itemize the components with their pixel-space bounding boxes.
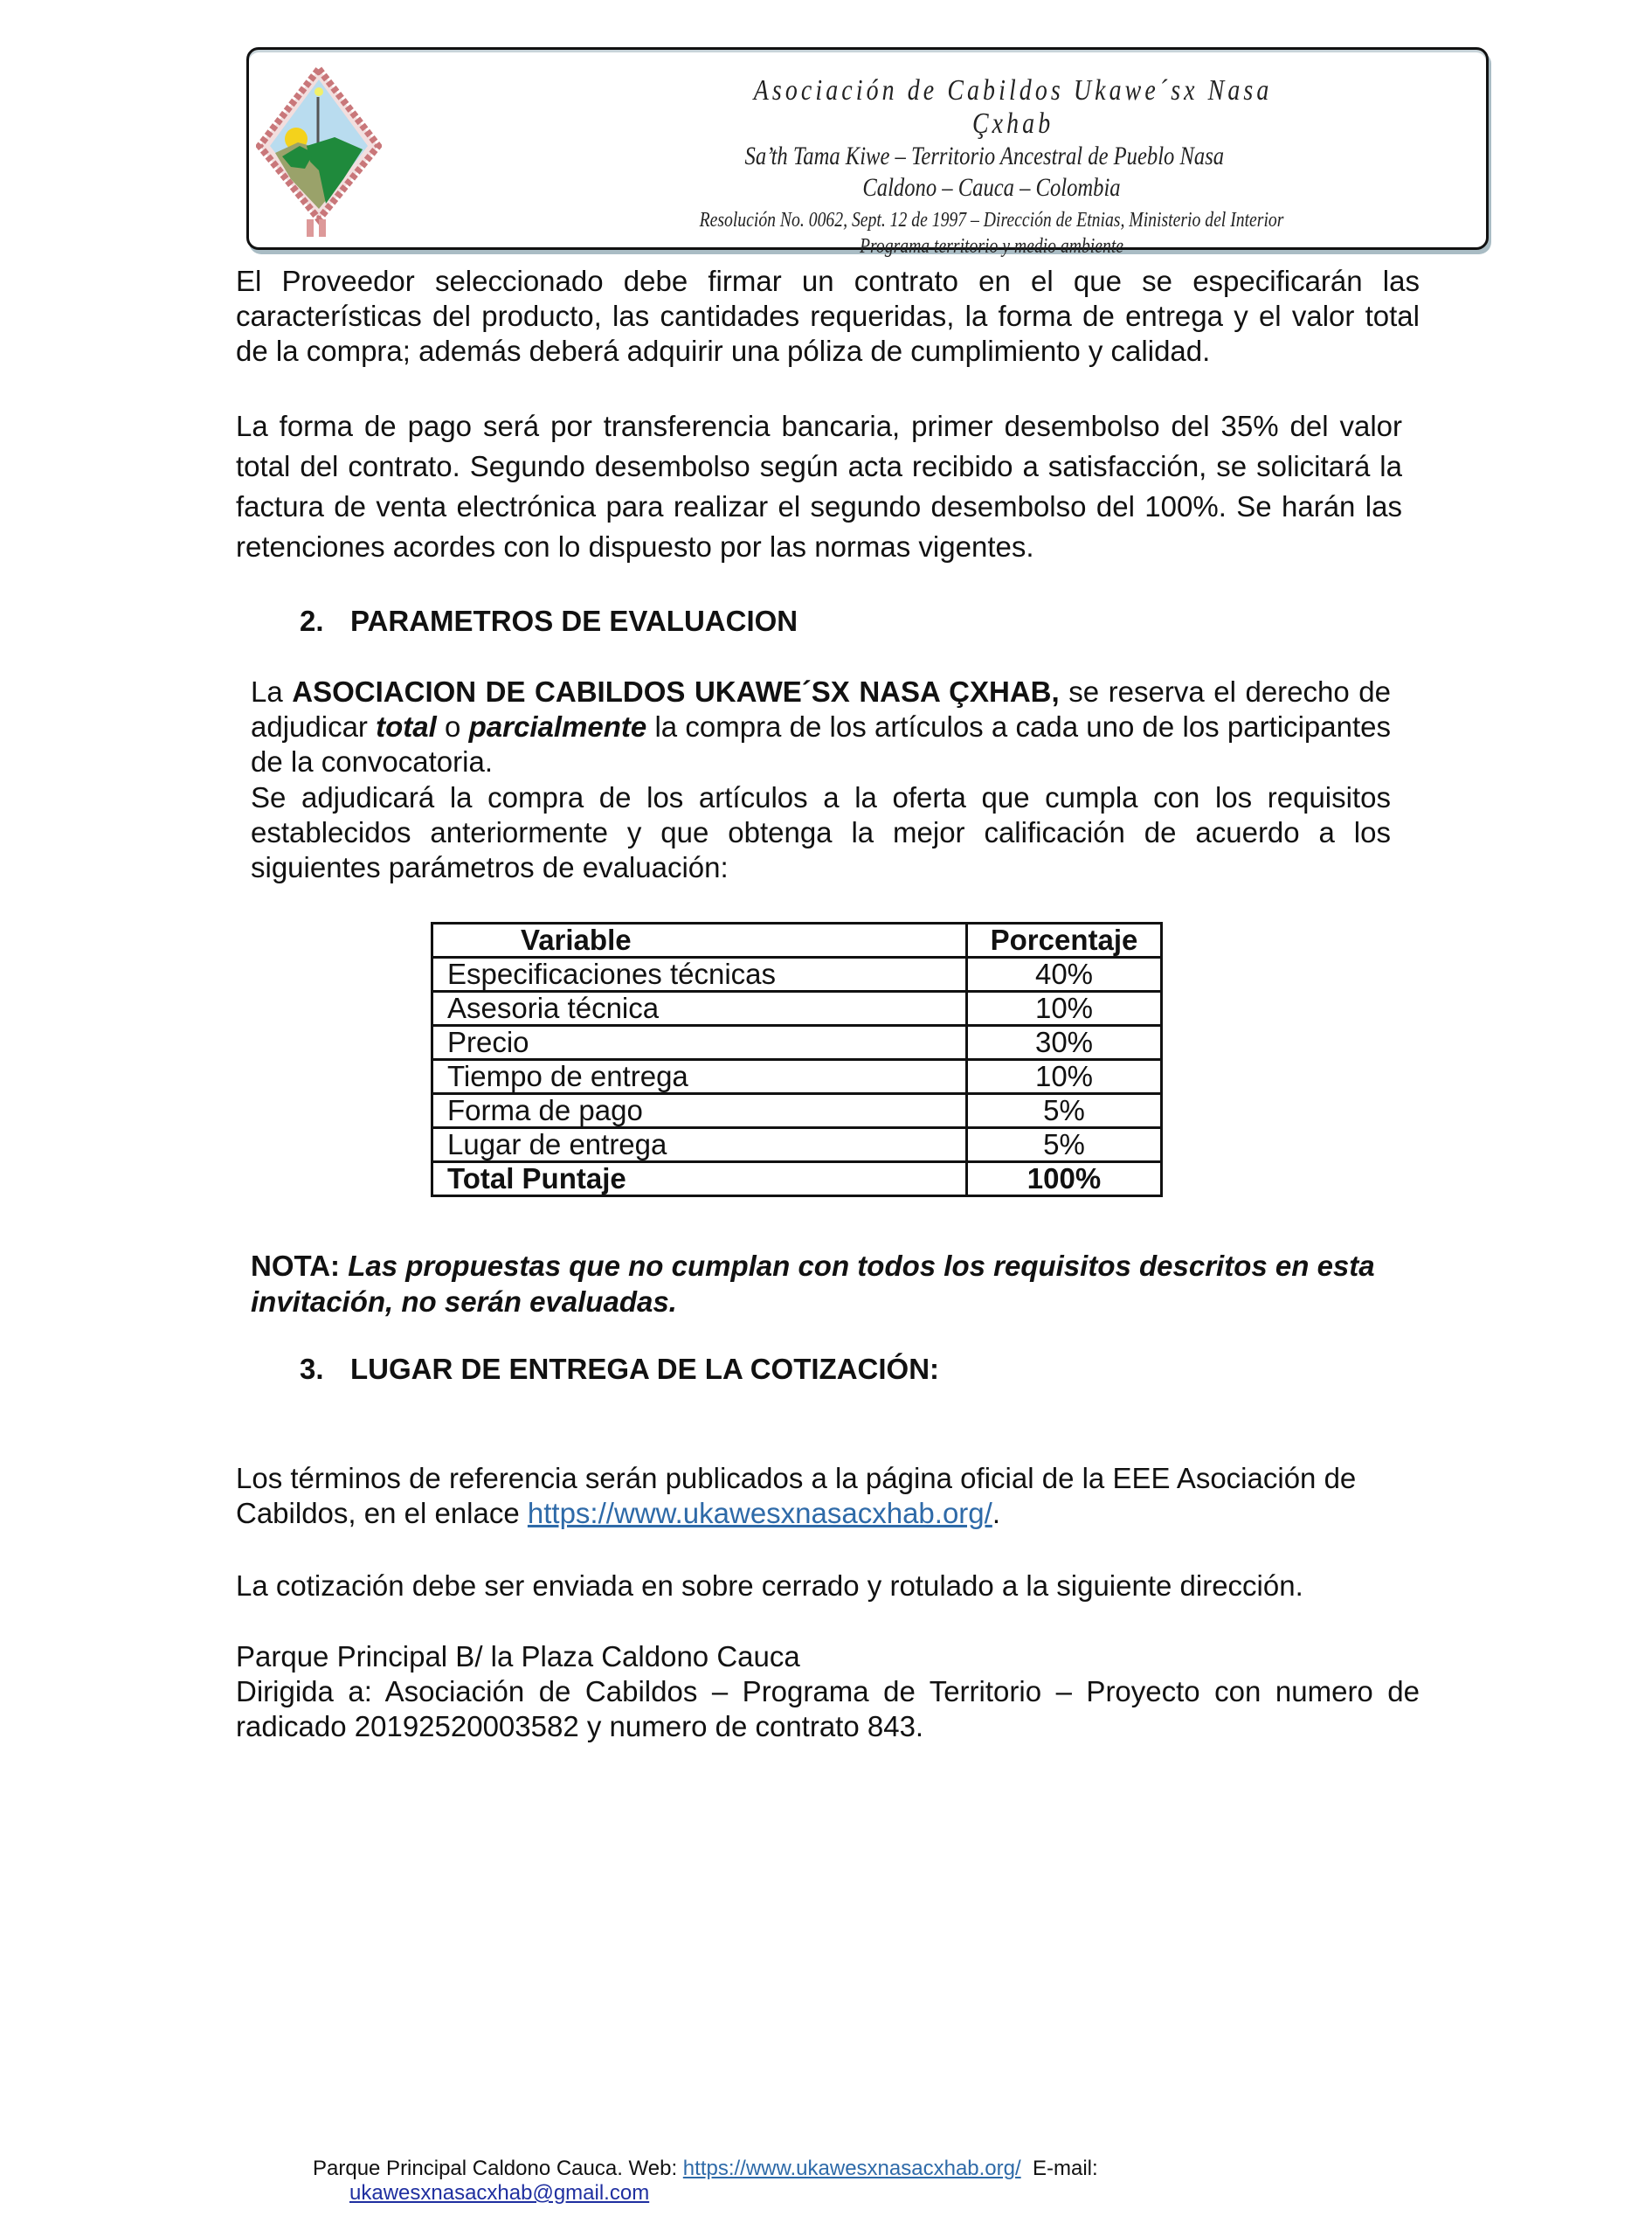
table-cell-percentage: 40% [967, 958, 1162, 992]
table-cell-percentage: 30% [967, 1026, 1162, 1060]
table-cell-variable: Especificaciones técnicas [432, 958, 967, 992]
table-row [432, 1094, 1162, 1128]
publication-text: Los términos de referencia serán publicados a la página oficial de la EEE Asociación de Cabildos, en el enlace [236, 1462, 1357, 1529]
table-header-row [432, 924, 1162, 958]
evaluation-criteria-paragraph: Se adjudicará la compra de los artículos a la oferta que cumpla con los requisitos establecidos anteriormente y que obtenga la mejor calificación de acuerdo a los siguientes parámetros de evaluación: [251, 781, 1391, 883]
section-2-title: PARAMETROS DE EVALUACION [350, 605, 798, 637]
table-cell-variable: Tiempo de entrega [432, 1060, 967, 1094]
table-cell-percentage: 5% [967, 1094, 1162, 1128]
note-text: Las propuestas que no cumplan con todos los requisitos descritos en esta invitación, no serán evaluadas. [251, 1250, 1375, 1318]
section-3-title: LUGAR DE ENTREGA DE LA COTIZACIÓN: [350, 1353, 940, 1385]
section-2-heading [300, 605, 798, 638]
table-row [432, 1128, 1162, 1162]
footer-web-link[interactable]: https://www.ukawesxnasacxhab.org/ [682, 2157, 1021, 2180]
address-line-2: Dirigida a: Asociación de Cabildos – Programa de Territorio – Proyecto con numero de radicado 20192520003582 y numero de contrato 843. [236, 1675, 1420, 1742]
intro-or: o [436, 710, 469, 743]
publication-paragraph [236, 1461, 1393, 1531]
publication-end: . [992, 1497, 1000, 1529]
evaluation-table [431, 922, 1163, 1197]
table-total-value: 100% [967, 1162, 1162, 1196]
org-program: Programa territorio y medio ambiente [859, 235, 1124, 258]
table-row [432, 958, 1162, 992]
table-cell-variable: Precio [432, 1026, 967, 1060]
table-row [432, 1060, 1162, 1094]
section-3-number: 3. [300, 1353, 324, 1385]
table-cell-variable: Forma de pago [432, 1094, 967, 1128]
evaluation-intro [251, 675, 1391, 779]
contract-paragraph: El Proveedor seleccionado debe firmar un contrato en el que se especificarán las características del producto, las cantidades requeridas, la forma de entrega y el valor total de la compra; además deberá adquirir una póliza de cumplimiento y calidad. [236, 265, 1420, 367]
intro-org-name: ASOCIACION DE CABILDOS UKAWE´SX NASA ÇXHAB, [292, 675, 1060, 708]
note [251, 1248, 1404, 1319]
nasa-cxhab-logo-icon [256, 66, 382, 240]
footer-email-link[interactable]: ukawesxnasacxhab@gmail.com [349, 2181, 650, 2205]
table-row [432, 992, 1162, 1026]
payment-paragraph: La forma de pago será por transferencia bancaria, primer desembolso del 35% del valor total del contrato. Segundo desembolso según acta recibido a satisfacción, se solicitará la factura de venta electrónica para realizar el segundo desembolso del 100%. Se harán las retenciones acordes con lo dispuesto por las normas vigentes. [236, 410, 1402, 563]
letterhead [246, 47, 1489, 258]
org-territory: Sa’th Tama Kiwe – Territorio Ancestral de Pueblo Nasa [744, 142, 1225, 170]
table-total-row [432, 1162, 1162, 1196]
table-header-percentage: Porcentaje [967, 924, 1162, 958]
intro-total: total [376, 710, 437, 743]
org-resolution: Resolución No. 0062, Sept. 12 de 1997 – Dirección de Etnias, Ministerio del Interior [699, 209, 1284, 232]
intro-partial: parcialmente [468, 710, 647, 743]
org-location: Caldono – Cauca – Colombia [862, 173, 1121, 202]
table-cell-percentage: 10% [967, 992, 1162, 1026]
table-row [432, 1026, 1162, 1060]
footer-address: Parque Principal Caldono Cauca. Web: [313, 2157, 683, 2180]
address-line-1: Parque Principal B/ la Plaza Caldono Cauca [236, 1640, 800, 1673]
page-footer [313, 2157, 1098, 2206]
org-name: Asociación de Cabildos Ukawe´sx Nasa Çxhab [753, 74, 1273, 140]
table-cell-percentage: 5% [967, 1128, 1162, 1162]
letterhead-text [669, 74, 1314, 260]
table-cell-variable: Lugar de entrega [432, 1128, 967, 1162]
table-total-label: Total Puntaje [432, 1162, 967, 1196]
intro-prefix: La [251, 675, 293, 708]
table-cell-percentage: 10% [967, 1060, 1162, 1094]
intro-suffix: la compra de los artículos a cada uno de los participantes de la convocatoria. [251, 710, 1392, 778]
website-link[interactable]: https://www.ukawesxnasacxhab.org/ [527, 1497, 992, 1529]
intro-mid: se reserva el derecho de adjudicar [251, 675, 1391, 743]
note-label: NOTA: [251, 1250, 341, 1282]
delivery-instructions: La cotización debe ser enviada en sobre cerrado y rotulado a la siguiente dirección. [236, 1569, 1303, 1602]
section-3-heading [300, 1353, 939, 1386]
table-header-variable: Variable [432, 924, 967, 958]
section-2-number: 2. [300, 605, 324, 637]
footer-email-label: E-mail: [1020, 2157, 1098, 2180]
table-cell-variable: Asesoria técnica [432, 992, 967, 1026]
